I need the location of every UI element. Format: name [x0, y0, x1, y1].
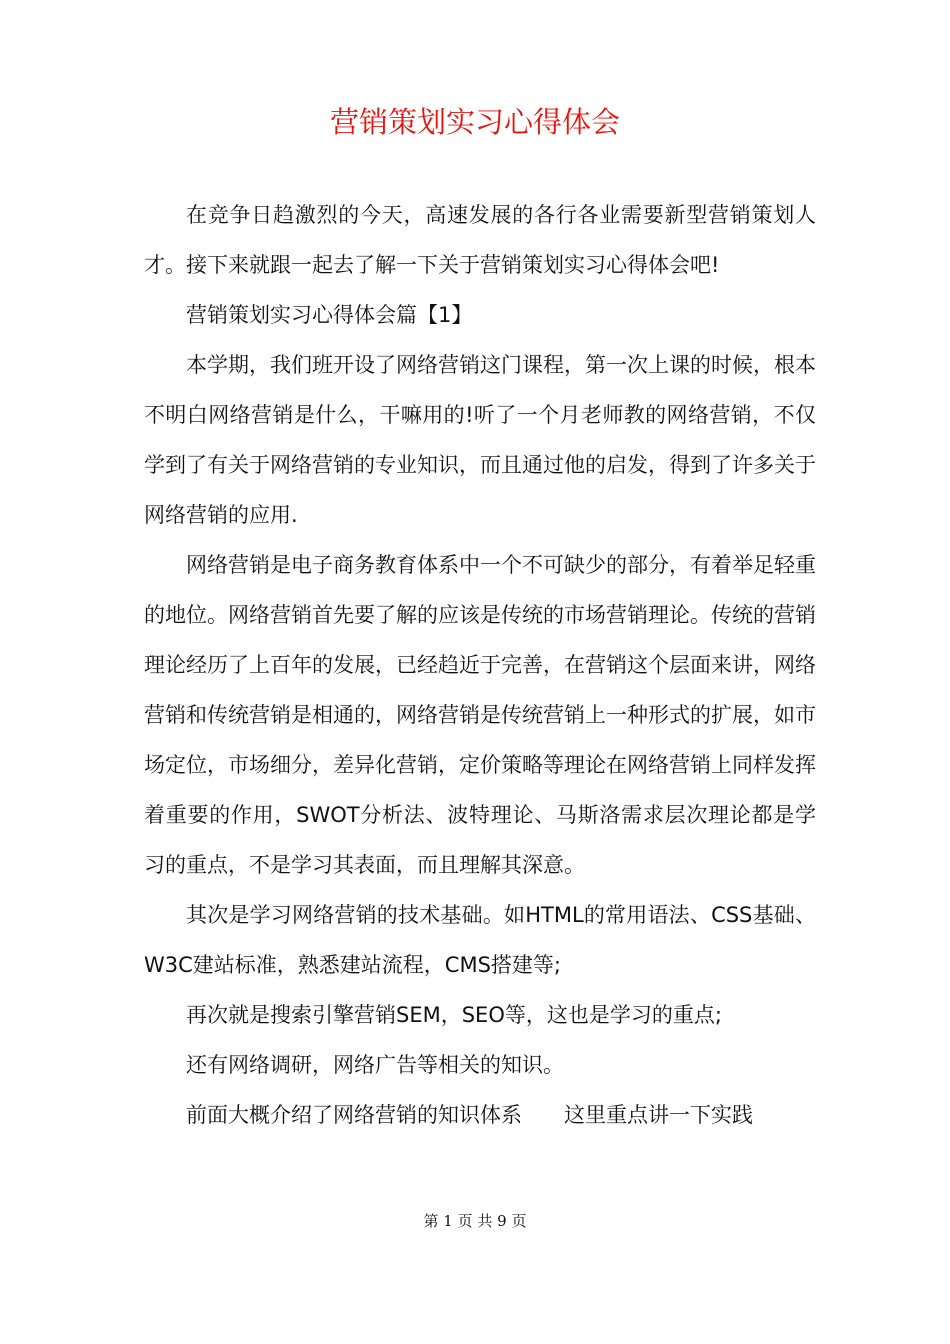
document-body [144, 190, 816, 1140]
paragraph-technical: 其次是学习网络营销的技术基础。如HTML的常用语法、CSS基础、W3C建站标准，熟悉建站流程，CMS搭建等; [144, 903, 816, 977]
section-heading: 营销策划实习心得体会篇【1】 [186, 303, 473, 327]
paragraph-research: 还有网络调研，网络广告等相关的知识。 [186, 1053, 564, 1077]
paragraph-theory: 网络营销是电子商务教育体系中一个不可缺少的部分，有着举足轻重的地位。网络营销首先要了解的应该是传统的市场营销理论。传统的营销理论经历了上百年的发展，已经趋近于完善，在营销这个层面来讲，网络营销和传统营销是相通的，网络营销是传统营销上一种形式的扩展，如市场定位，市场细分，差异化营销，定价策略等理论在网络营销上同样发挥着重要的作用，SWOT分析法、波特理论、马斯洛需求层次理论都是学习的重点，不是学习其表面，而且理解其深意。 [144, 553, 816, 877]
paragraph-practice: 前面大概介绍了网络营销的知识体系 这里重点讲一下实践 [186, 1103, 753, 1127]
paragraph-search: 再次就是搜索引擎营销SEM，SEO等，这也是学习的重点; [186, 1003, 722, 1027]
page-title: 营销策划实习心得体会 [329, 105, 620, 139]
page-footer: 第 1 页 共 9 页 [423, 1212, 527, 1230]
paragraph-intro: 在竞争日趋激烈的今天，高速发展的各行各业需要新型营销策划人才。接下来就跟一起去了解一下关于营销策划实习心得体会吧! [144, 203, 816, 277]
paragraph-course: 本学期，我们班开设了网络营销这门课程，第一次上课的时候，根本不明白网络营销是什么，干嘛用的!听了一个月老师教的网络营销，不仅学到了有关于网络营销的专业知识，而且通过他的启发，得到了许多关于网络营销的应用. [144, 353, 816, 527]
